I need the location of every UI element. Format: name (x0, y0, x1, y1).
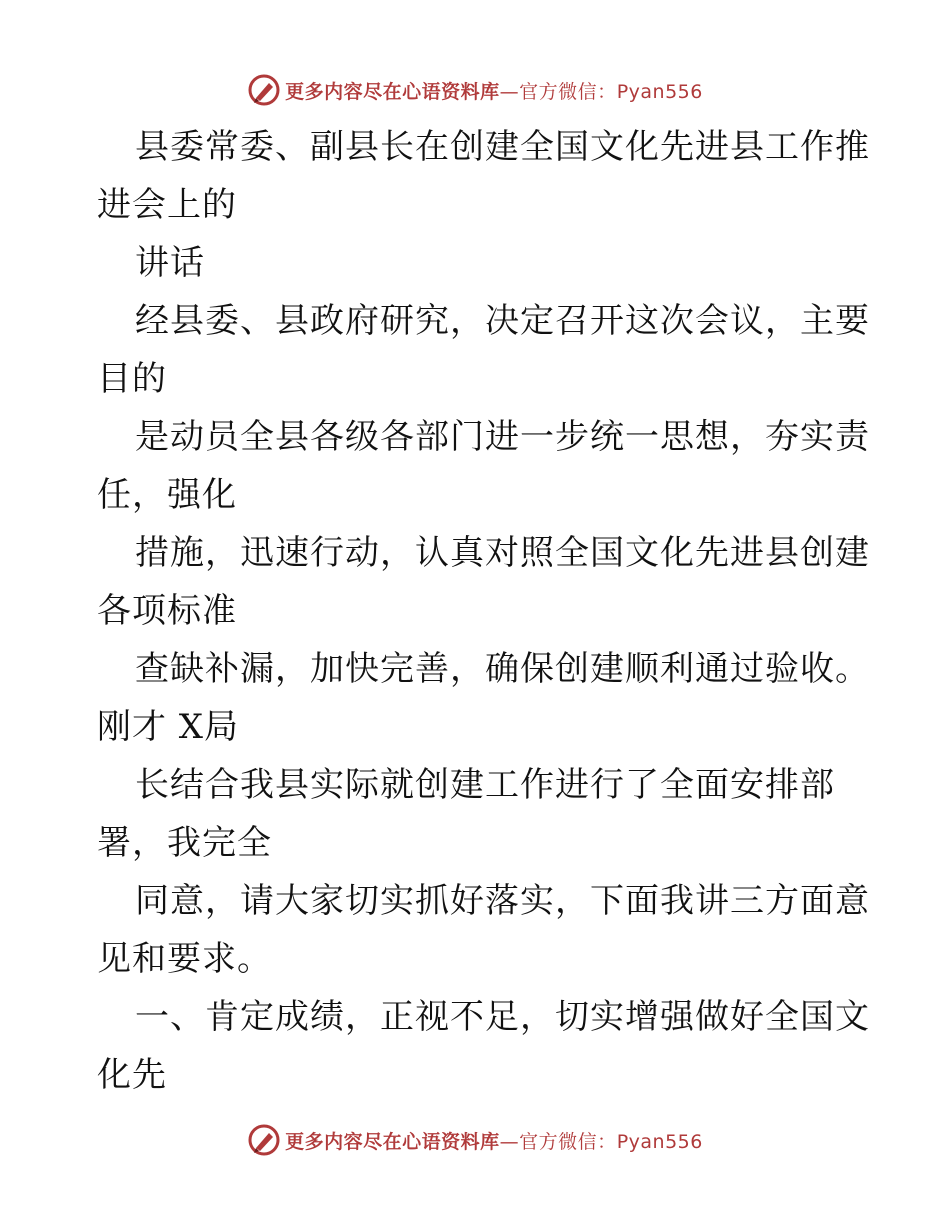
watermark-site: 更多内容尽在心语资料库 (285, 80, 500, 103)
text-line: 各项标准 (97, 591, 237, 631)
document-body (97, 118, 870, 1104)
text-line: 化先 (97, 1055, 167, 1095)
watermark-wechat-label: 官方微信： (519, 1130, 617, 1153)
watermark-account: Pyan556 (616, 1130, 703, 1153)
watermark-account: Pyan556 (616, 80, 703, 103)
watermark-site: 更多内容尽在心语资料库 (285, 1130, 500, 1153)
watermark-text (285, 77, 703, 104)
text-line: 经县委、县政府研究，决定召开这次会议，主要 (135, 301, 870, 341)
text-line: 刚才 X局 (97, 707, 240, 747)
text-line: 任，强化 (97, 475, 237, 515)
pen-logo-icon (247, 1123, 281, 1157)
text-line: 一、肯定成绩，正视不足，切实增强做好全国文 (135, 997, 870, 1037)
watermark-wechat-label: 官方微信： (519, 80, 617, 103)
text-line: 目的 (97, 359, 167, 399)
header-watermark (0, 70, 950, 110)
watermark-separator: — (499, 80, 520, 103)
text-line: 长结合我县实际就创建工作进行了全面安排部 (135, 765, 835, 805)
text-line: 县委常委、副县长在创建全国文化先进县工作推 (135, 127, 870, 167)
text-line: 见和要求。 (97, 939, 272, 979)
text-line: 同意，请大家切实抓好落实，下面我讲三方面意 (135, 881, 870, 921)
text-line: 署，我完全 (97, 823, 272, 863)
text-line: 是动员全县各级各部门进一步统一思想，夯实责 (135, 417, 870, 457)
watermark-separator: — (499, 1130, 520, 1153)
footer-watermark (0, 1120, 950, 1160)
pen-logo-icon (247, 73, 281, 107)
watermark-text (285, 1127, 703, 1154)
text-line: 进会上的 (97, 185, 237, 225)
text-line: 讲话 (135, 243, 205, 283)
text-line: 查缺补漏，加快完善，确保创建顺利通过验收。 (135, 649, 870, 689)
text-line: 措施，迅速行动，认真对照全国文化先进县创建 (135, 533, 870, 573)
